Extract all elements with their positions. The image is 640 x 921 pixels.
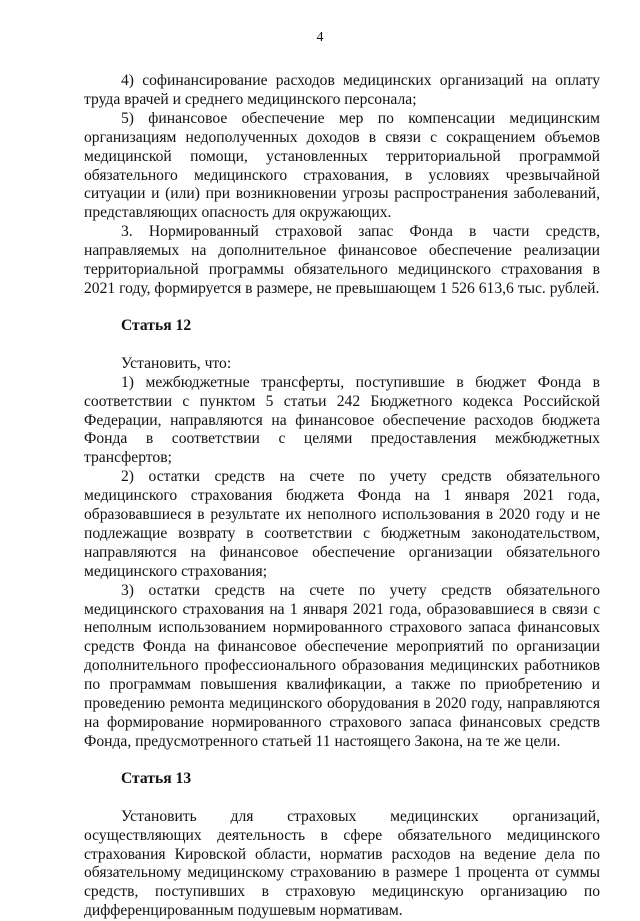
document-body [84, 72, 600, 921]
article-12-heading: Статья 12 [121, 316, 192, 334]
article-12-item-1: 1) межбюджетные трансферты, поступившие в бюджет Фонда в соответствии с пунктом 5 статьи 242 Бюджетного кодекса Российской Федерации, направляются на финансовое обеспечение расходов бюджета Фонда в соответствии с целями предоставления межбюджетных трансфертов; [84, 373, 600, 467]
page-number: 4 [316, 30, 324, 45]
paragraph-item-4: 4) софинансирование расходов медицинских организаций на оплату труда врачей и среднего медицинского персонала; [84, 72, 600, 108]
article-12-item-2: 2) остатки средств на счете по учету средств обязательного медицинского страхования бюджета Фонда на 1 января 2021 года, образовавшиеся в результате их неполного использования в 2020 году и не подлежащие возврату в соответствии с бюджетным законодательством, направляются на финансовое обеспечение организации обязательного медицинского страхования; [84, 468, 600, 580]
article-12-item-3: 3) остатки средств на счете по учету средств обязательного медицинского страхования на 1 января 2021 года, образовавшиеся в связи с неполным использованием нормированного страхового запаса финансовых средств Фонда на финансовое обеспечение мероприятий по организации дополнительного профессионального образования медицинских работников по программам повышения квалификации, а также по приобретению и проведению ремонта медицинского оборудования в 2020 году, направляются на формирование нормированного страхового запаса финансовых средств Фонда, предусмотренного статьей 11 настоящего Закона, на те же цели. [84, 581, 600, 750]
paragraph-point-3: 3. Нормированный страховой запас Фонда в части средств, направляемых на дополнительное финансовое обеспечение реализации территориальной программы обязательного медицинского страхования в 2021 году, формируется в размере, не превышающем 1 526 613,6 тыс. рублей. [84, 223, 600, 297]
article-12-lead: Установить, что: [121, 354, 232, 372]
article-13-text: Установить для страховых медицинских организаций, осуществляющих деятельность в сфере обязательного медицинского страхования Кировской области, норматив расходов на ведение дела по обязательному медицинскому страхованию в размере 1 процента от суммы средств, поступивших в страховую медицинскую организацию по дифференцированным подушевым нормативам. [84, 807, 600, 920]
paragraph-item-5: 5) финансовое обеспечение мер по компенсации медицинским организациям недополученных доходов в связи с сокращением объемов медицинской помощи, установленных территориальной программой обязательного медицинского страхования, в условиях чрезвычайной ситуации и (или) при возникновении угрозы распространения заболеваний, представляющих опасность для окружающих. [84, 109, 600, 222]
article-13-heading: Статья 13 [121, 769, 192, 787]
